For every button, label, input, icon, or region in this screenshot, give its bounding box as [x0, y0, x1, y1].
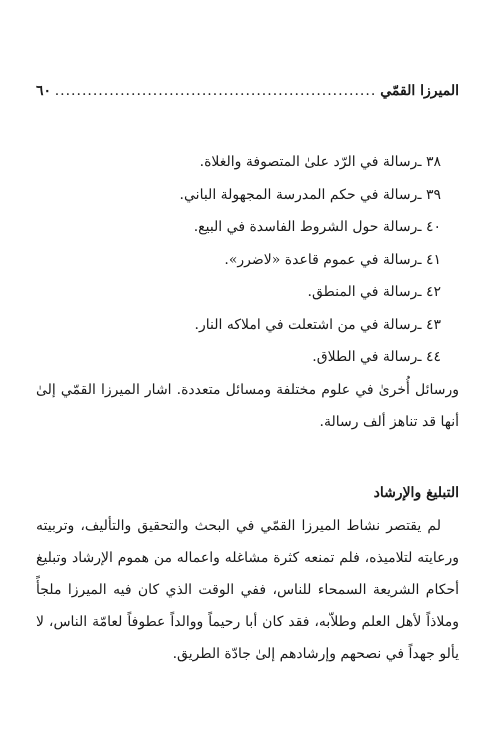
running-title: الميرزا القمّي: [380, 83, 459, 99]
list-item: [36, 244, 441, 277]
item-number: ٣٨ ـ: [417, 154, 441, 170]
list-item: [36, 341, 441, 374]
item-text: رسالة في عموم قاعدة «لاضرر».: [224, 251, 418, 268]
item-number: ٤٣ ـ: [417, 316, 441, 333]
item-number: ٤٠ ـ: [417, 219, 441, 235]
item-text: رسالة في حكم المدرسة المجهولة الباني.: [179, 186, 418, 203]
item-text: رسالة في المنطق.: [307, 284, 418, 300]
item-text: رسالة حول الشروط الفاسدة في البيع.: [193, 219, 418, 235]
running-header: [36, 78, 459, 104]
page-number: ٦٠: [36, 83, 52, 99]
item-text: رسالة في الطلاق.: [312, 349, 418, 365]
item-text: رسالة في من اشتعلت في املاكه النار.: [194, 316, 418, 333]
list-item: [36, 179, 441, 212]
list-item: [36, 211, 441, 244]
leader-dots: ...........................................................: [55, 83, 377, 99]
section-body: لم يقتصر نشاط الميرزا القمّي في البحث والتحقيق والتأليف، وتربيته ورعايته لتلاميذه، فلم تمنعه كثرة مشاغله واعماله من هموم الإرشاد وتبليغ أحكام الشريعة السمحاء للناس، ففي الوقت الذي كان فيه الميرزا ملجأً وملاذاً لأهل العلم وطلاّبه، فقد كان أبا رحيماً ووالداً عطوفاً لعامّة الناس، لا يألو جهداً في نصحهم وإرشادهم إلىٰ جادّة الطريق.: [36, 517, 459, 662]
item-number: ٤١ ـ: [417, 251, 441, 268]
section-heading: التبليغ والإرشاد: [373, 484, 459, 501]
item-number: ٤٢ ـ: [417, 284, 441, 300]
item-number: ٣٩ ـ: [417, 186, 441, 203]
closing-paragraph: ورسائل أُخرىٰ في علوم مختلفة ومسائل متعددة. اشار الميرزا القمّي إلىٰ أنها قد تناهز ألف رسالة.: [36, 381, 459, 430]
item-text: رسالة في الرّد علىٰ المتصوفة والغلاة.: [199, 154, 418, 170]
item-number: ٤٤ ـ: [417, 349, 441, 365]
list-item: [36, 276, 441, 309]
list-item: [36, 309, 441, 342]
treatise-list: [36, 146, 459, 374]
document-page: [36, 78, 459, 670]
list-item: [36, 146, 441, 179]
